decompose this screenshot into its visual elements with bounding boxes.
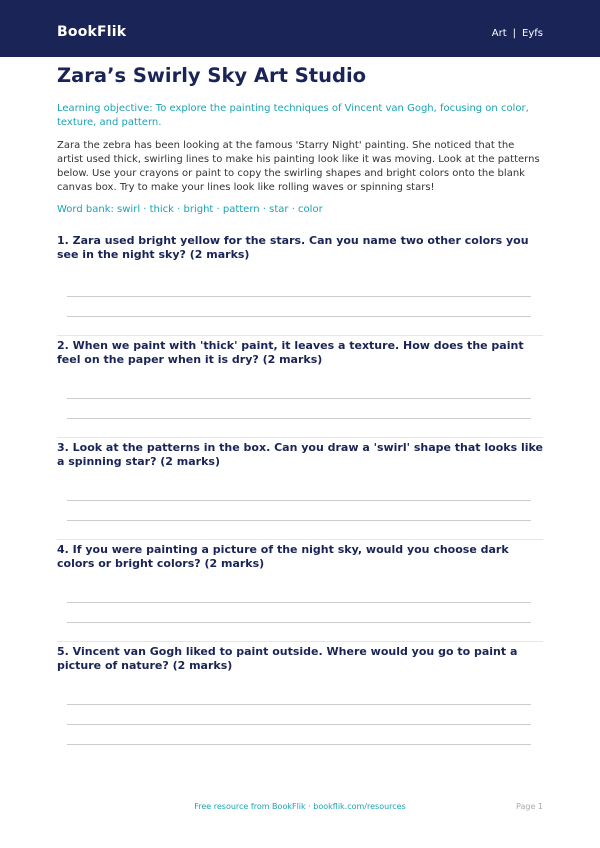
question-text: 2. When we paint with 'thick' paint, it leaves a texture. How does the paint feel on the paper when it is dry? (2 marks): [57, 339, 524, 366]
word-bank: Word bank: swirl · thick · bright · pattern · star · color: [57, 204, 323, 215]
level-label[interactable]: Eyfs: [522, 28, 543, 39]
answer-line[interactable]: [67, 744, 531, 745]
subject-breadcrumb: [492, 28, 543, 39]
breadcrumb-separator: |: [512, 28, 517, 39]
worksheet-content: [57, 64, 543, 745]
question-text: 1. Zara used bright yellow for the stars. Can you name two other colors you see in the night sky? (2 marks): [57, 234, 529, 261]
question-1: [57, 234, 543, 335]
brand-logo[interactable]: BookFlik: [57, 24, 127, 40]
page-number: Page 1: [516, 802, 543, 811]
learning-objective: Learning objective: To explore the painting techniques of Vincent van Gogh, focusing on color, texture, and pattern.: [57, 103, 529, 128]
intro-paragraph: Zara the zebra has been looking at the famous 'Starry Night' painting. She noticed that the artist used thick, swirling lines to make his painting look like it was moving. Look at the patterns below. Use your crayons or paint to copy the swirling shapes and bright colors onto the blank canvas box. Try to make your lines look like rolling waves or spinning stars!: [57, 140, 540, 193]
question-text: 3. Look at the patterns in the box. Can you draw a 'swirl' shape that looks like a spinning star? (2 marks): [57, 441, 543, 468]
subject-label[interactable]: Art: [491, 28, 507, 39]
footer-credit[interactable]: Free resource from BookFlik · bookflik.com/resources: [194, 802, 406, 811]
question-4: [57, 540, 543, 641]
site-header: [0, 0, 600, 57]
question-2: [57, 336, 543, 437]
question-text: 4. If you were painting a picture of the night sky, would you choose dark colors or bright colors? (2 marks): [57, 543, 509, 570]
question-5: [57, 642, 543, 745]
page-title: Zara’s Swirly Sky Art Studio: [57, 64, 367, 87]
question-text: 5. Vincent van Gogh liked to paint outside. Where would you go to paint a picture of nature? (2 marks): [57, 645, 518, 672]
question-3: [57, 438, 543, 539]
